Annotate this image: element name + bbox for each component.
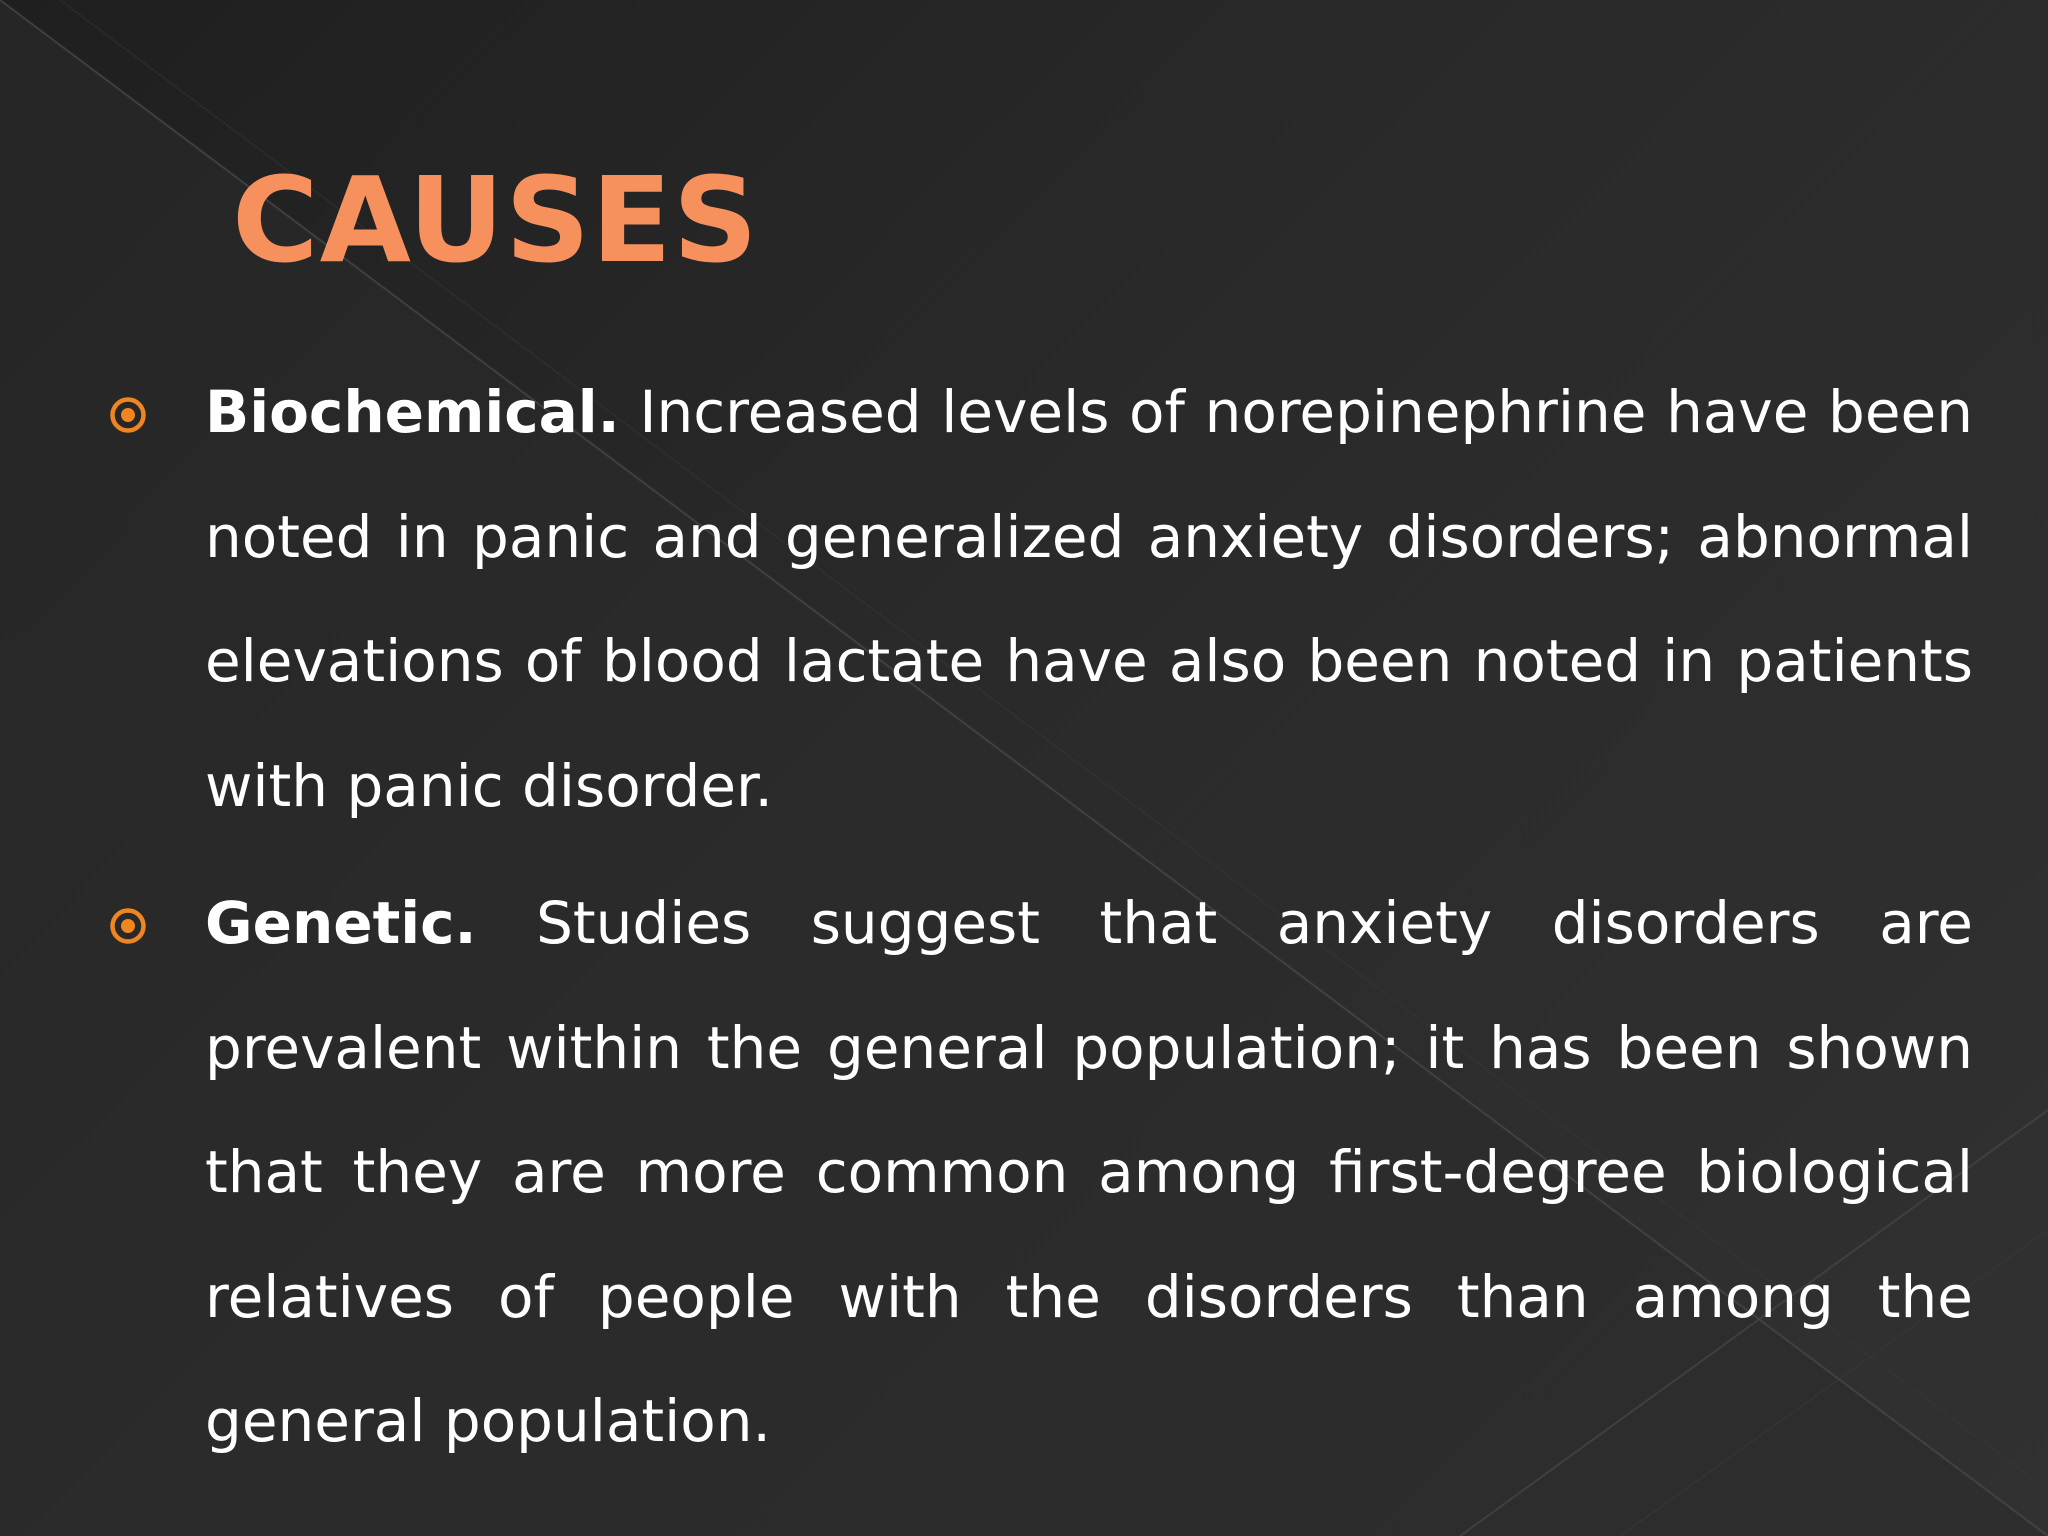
bullet-term: Genetic. [205,889,477,957]
bullet-text [205,861,1973,1484]
bullet-text [205,350,1973,848]
circled-dot-icon [109,396,147,434]
bullet-list [100,350,1973,1484]
bullet-body: Studies suggest that anxiety disorders are prevalent within the general population; it has been shown that they are more common among first-degree biological relatives of people with the disorders than among the general population. [205,889,1973,1455]
bullet-term: Biochemical. [205,378,620,446]
bullet-item-genetic [100,861,1973,1484]
bullet-body: Increased levels of norepinephrine have been noted in panic and generalized anxiety disorders; abnormal elevations of blood lactate have also been noted in patients with panic disorder. [205,378,1974,820]
bullet-item-biochemical [100,350,1973,848]
slide-title: CAUSES [232,151,759,289]
circled-dot-icon [109,907,147,945]
